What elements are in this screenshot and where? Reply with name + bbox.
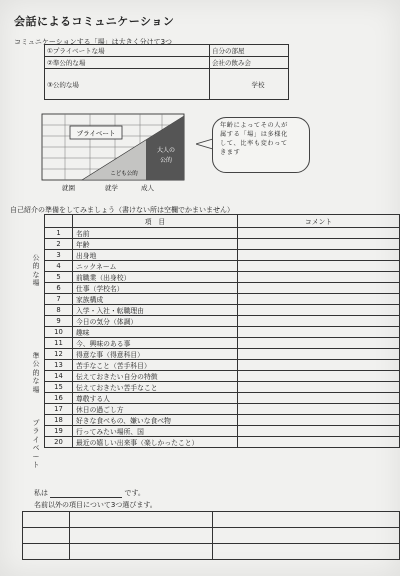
- comment-cell[interactable]: [238, 250, 400, 261]
- item-number: 17: [45, 404, 73, 415]
- child-public-label: こども公的: [110, 171, 138, 177]
- comment-cell[interactable]: [238, 393, 400, 404]
- table-row: [45, 272, 400, 283]
- item-number: 5: [45, 272, 73, 283]
- comment-cell[interactable]: [238, 349, 400, 360]
- item-label: 最近の嬉しい出来事（楽しかったこと）: [73, 437, 238, 448]
- choice-row: [23, 512, 400, 528]
- comment-cell[interactable]: [238, 272, 400, 283]
- comment-cell[interactable]: [238, 382, 400, 393]
- choice-cell[interactable]: [23, 512, 70, 528]
- choice-cell[interactable]: [70, 528, 213, 544]
- bubble-line: して、比率も変わって: [220, 140, 288, 147]
- item-number: 10: [45, 327, 73, 338]
- place-type: ③公的な場: [45, 69, 210, 100]
- choice-cell[interactable]: [70, 512, 213, 528]
- item-number: 18: [45, 415, 73, 426]
- item-label: 前職業（出身校）: [73, 272, 238, 283]
- item-number: 8: [45, 305, 73, 316]
- name-blank[interactable]: [50, 489, 122, 498]
- item-label: 家族構成: [73, 294, 238, 305]
- section1-heading: コミュニケーションする「場」は大きく分けて3つ: [14, 38, 173, 46]
- item-label: 休日の過ごし方: [73, 404, 238, 415]
- side-label-public: 公的な場: [32, 254, 40, 288]
- adult-label-line2: 公的: [159, 157, 173, 164]
- comment-cell[interactable]: [238, 371, 400, 382]
- name-suffix: です。: [124, 489, 145, 497]
- table-row: [45, 305, 400, 316]
- table-row: [45, 283, 400, 294]
- comment-cell[interactable]: [238, 404, 400, 415]
- place-row: [45, 45, 289, 57]
- adult-label-line1: 大人の: [156, 147, 176, 154]
- table-row: [45, 250, 400, 261]
- item-label: 出身地: [73, 250, 238, 261]
- table-row: [45, 239, 400, 250]
- place-example: 学校: [210, 69, 289, 100]
- table-row: [45, 338, 400, 349]
- item-label: 今日の気分（体調）: [73, 316, 238, 327]
- comment-cell[interactable]: [238, 228, 400, 239]
- comment-header: コメント: [238, 215, 400, 228]
- table-row: [45, 360, 400, 371]
- item-number: 13: [45, 360, 73, 371]
- item-number: 7: [45, 294, 73, 305]
- item-label: 今、興味のある事: [73, 338, 238, 349]
- item-number: 12: [45, 349, 73, 360]
- place-row: [45, 69, 289, 100]
- comment-cell[interactable]: [238, 426, 400, 437]
- comment-cell[interactable]: [238, 415, 400, 426]
- item-label: 入学・入社・転職理由: [73, 305, 238, 316]
- item-label: 伝えておきたい苦手なこと: [73, 382, 238, 393]
- place-type: ②準公的な場: [45, 57, 210, 69]
- bubble-line: 属する「場」は多様化: [220, 131, 288, 138]
- choice-cell[interactable]: [23, 544, 70, 560]
- section2-heading: 自己紹介の準備をしてみましょう（書けない所は空欄でかまいません）: [10, 206, 234, 214]
- axis-label-adult: 成人: [141, 184, 154, 192]
- place-example: 会社の飲み会: [210, 57, 289, 69]
- choice-table: [22, 511, 400, 560]
- item-label: 尊敬する人: [73, 393, 238, 404]
- item-header: 項 目: [73, 215, 238, 228]
- comment-cell[interactable]: [238, 327, 400, 338]
- item-label: ニックネーム: [73, 261, 238, 272]
- table-row: [45, 404, 400, 415]
- table-row: [45, 228, 400, 239]
- side-label-private: プライベート: [32, 419, 40, 470]
- private-label: プライベート: [76, 129, 116, 138]
- item-number: 11: [45, 338, 73, 349]
- table-row: [45, 261, 400, 272]
- item-number: 1: [45, 228, 73, 239]
- name-prefix: 私は: [34, 489, 48, 497]
- table-row: [45, 327, 400, 338]
- side-label-semipublic: 準公的な場: [32, 352, 40, 394]
- self-intro-table: [44, 214, 400, 448]
- comment-cell[interactable]: [238, 316, 400, 327]
- place-example: 自分の部屋: [210, 45, 289, 57]
- item-number: 3: [45, 250, 73, 261]
- table-row: [45, 393, 400, 404]
- comment-cell[interactable]: [238, 360, 400, 371]
- place-row: [45, 57, 289, 69]
- speech-bubble: [212, 117, 310, 173]
- item-label: 仕事（学校名）: [73, 283, 238, 294]
- item-label: 好きな食べもの、嫌いな食べ物: [73, 415, 238, 426]
- item-label: 得意な事（得意科目）: [73, 349, 238, 360]
- item-label: 苦手なこと（苦手科目）: [73, 360, 238, 371]
- item-label: 趣味: [73, 327, 238, 338]
- comment-cell[interactable]: [238, 437, 400, 448]
- choice-cell[interactable]: [23, 528, 70, 544]
- item-number: 6: [45, 283, 73, 294]
- bubble-line: きます: [220, 149, 241, 156]
- item-number: 20: [45, 437, 73, 448]
- comment-cell[interactable]: [238, 239, 400, 250]
- formality-diagram: [40, 112, 190, 184]
- choice-cell[interactable]: [70, 544, 213, 560]
- no-header: [45, 215, 73, 228]
- comment-cell[interactable]: [238, 261, 400, 272]
- comment-cell[interactable]: [238, 294, 400, 305]
- choice-cell[interactable]: [213, 544, 400, 560]
- table-row: [45, 426, 400, 437]
- name-sentence: [34, 488, 145, 498]
- table-row: [45, 371, 400, 382]
- choice-row: [23, 544, 400, 560]
- place-type: ①プライベートな場: [45, 45, 210, 57]
- item-number: 4: [45, 261, 73, 272]
- bubble-line: 年齢によってその人が: [220, 122, 288, 129]
- item-number: 19: [45, 426, 73, 437]
- item-number: 14: [45, 371, 73, 382]
- item-number: 15: [45, 382, 73, 393]
- item-label: 年齢: [73, 239, 238, 250]
- axis-label-preschool: 就園: [62, 184, 75, 192]
- comment-cell[interactable]: [238, 283, 400, 294]
- item-number: 2: [45, 239, 73, 250]
- table-row: [45, 294, 400, 305]
- comment-cell[interactable]: [238, 305, 400, 316]
- item-number: 16: [45, 393, 73, 404]
- table-row: [45, 316, 400, 327]
- axis-label-school: 就学: [105, 184, 118, 192]
- item-number: 9: [45, 316, 73, 327]
- choice-cell[interactable]: [213, 528, 400, 544]
- table-row: [45, 382, 400, 393]
- item-label: 名前: [73, 228, 238, 239]
- place-table: [44, 44, 289, 100]
- table-row: [45, 415, 400, 426]
- comment-cell[interactable]: [238, 338, 400, 349]
- choose-instruction: 名前以外の項目について3つ選びます。: [34, 501, 157, 509]
- table-header-row: [45, 215, 400, 228]
- choice-cell[interactable]: [213, 512, 400, 528]
- item-label: 伝えておきたい自分の特徴: [73, 371, 238, 382]
- page-title: 会話によるコミュニケーション: [14, 15, 175, 28]
- table-row: [45, 437, 400, 448]
- table-row: [45, 349, 400, 360]
- item-label: 行ってみたい場所、国: [73, 426, 238, 437]
- choice-row: [23, 528, 400, 544]
